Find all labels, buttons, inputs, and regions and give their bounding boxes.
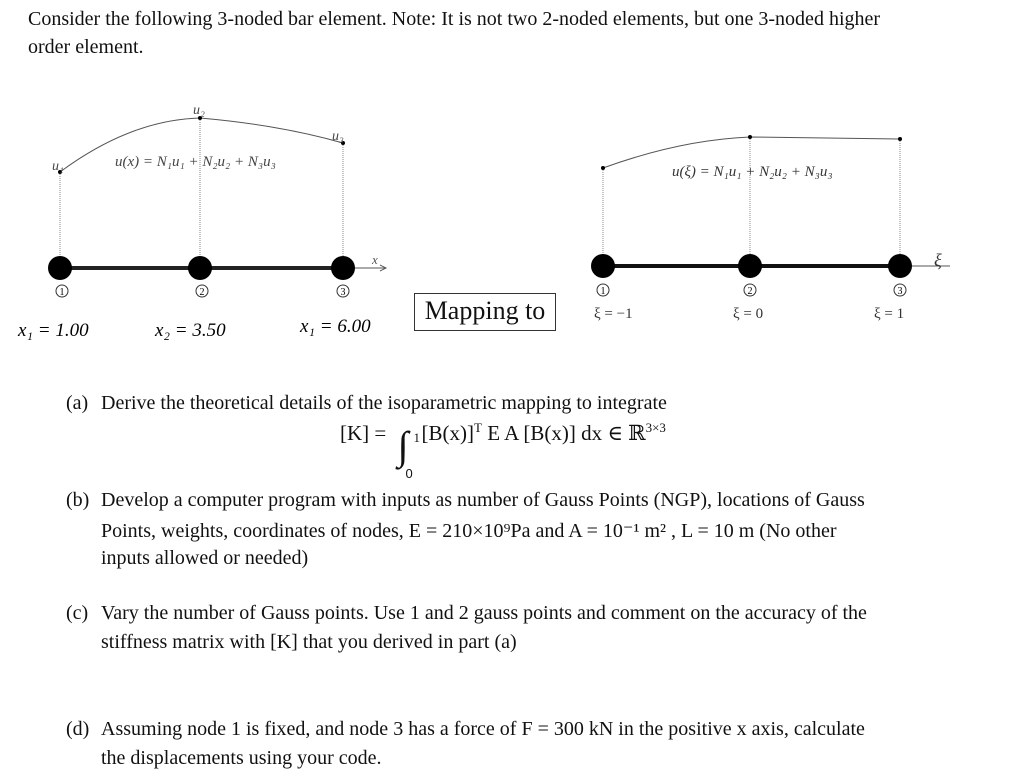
coord-x1: x₁ = 1.00 (18, 320, 89, 340)
node-marker (898, 137, 902, 141)
node-number: 2 (199, 287, 205, 298)
node-number: 1 (600, 286, 606, 297)
intro-line-2: order element. (28, 36, 144, 58)
part-c-label: (c) (66, 602, 89, 624)
u1-label: u₁ (52, 159, 64, 174)
u2-label: u₂ (193, 103, 205, 118)
node-number: 3 (897, 286, 903, 297)
node-3 (888, 254, 912, 278)
left-equation: u(x) = N₁u₁ + N₂u₂ + N₃u₃ (115, 154, 276, 170)
node-number: 3 (340, 287, 346, 298)
coord-xi2: ξ = 0 (733, 306, 764, 322)
part-d-label: (d) (66, 718, 90, 740)
part-d-line: the displacements using your code. (101, 747, 382, 769)
coord-x2: x₂ = 3.50 (155, 320, 226, 340)
node-number: 1 (59, 287, 65, 298)
coord-xi3: ξ = 1 (874, 306, 905, 322)
eq-body-2: E A [B(x)] dx ∈ ℝ (481, 421, 646, 445)
mapping-to-box: Mapping to (414, 293, 556, 331)
left-diagram (17, 103, 386, 340)
part-d-line: Assuming node 1 is fixed, and node 3 has a force of F = 300 kN in the positive x axis, calculate (101, 718, 865, 740)
eq-body: [B(x)] (421, 421, 474, 445)
part-c-line: Vary the number of Gauss points. Use 1 and 2 gauss points and comment on the accuracy of the (101, 602, 867, 624)
xi-axis-label: ξ (934, 250, 942, 270)
part-a-text: Derive the theoretical details of the isoparametric mapping to integrate (101, 392, 667, 414)
u3-label: u₃ (332, 129, 344, 144)
integral-sign: ∫ (397, 423, 409, 468)
coord-xi1: ξ = −1 (594, 306, 633, 322)
intro-line-1: Consider the following 3-noded bar element. Note: It is not two 2-noded elements, but one 3-noded higher (28, 8, 881, 30)
node-1 (591, 254, 615, 278)
node-2 (738, 254, 762, 278)
stiffness-integral (340, 420, 666, 481)
dimension-sup: 3×3 (645, 420, 666, 435)
node-1 (48, 256, 72, 280)
node-2 (188, 256, 212, 280)
node-marker (601, 166, 605, 170)
right-equation: u(ξ) = N₁u₁ + N₂u₂ + N₃u₃ (672, 164, 833, 180)
part-c-line: stiffness matrix with [K] that you derived in part (a) (101, 631, 517, 653)
part-b-line: inputs allowed or needed) (101, 547, 309, 569)
bar-element-figure (0, 0, 1024, 340)
part-b-line: Points, weights, coordinates of nodes, E = 210×10⁹Pa and A = 10⁻¹ m² , L = 10 m (No other (101, 520, 837, 542)
node-marker (748, 135, 752, 139)
part-b-label: (b) (66, 489, 90, 511)
coord-x3: x₁ = 6.00 (300, 316, 371, 337)
right-diagram (591, 135, 950, 322)
transpose-sup: T (473, 420, 482, 435)
part-a-label: (a) (66, 392, 89, 414)
upper-limit: 1 (413, 430, 420, 445)
x-axis-label: x (372, 252, 378, 267)
node-number: 2 (747, 286, 753, 297)
eq-lhs: [K] = (340, 421, 387, 445)
lower-limit: 0 (405, 466, 413, 481)
node-3 (331, 256, 355, 280)
part-b-line: Develop a computer program with inputs as number of Gauss Points (NGP), locations of Gauss (101, 489, 865, 511)
